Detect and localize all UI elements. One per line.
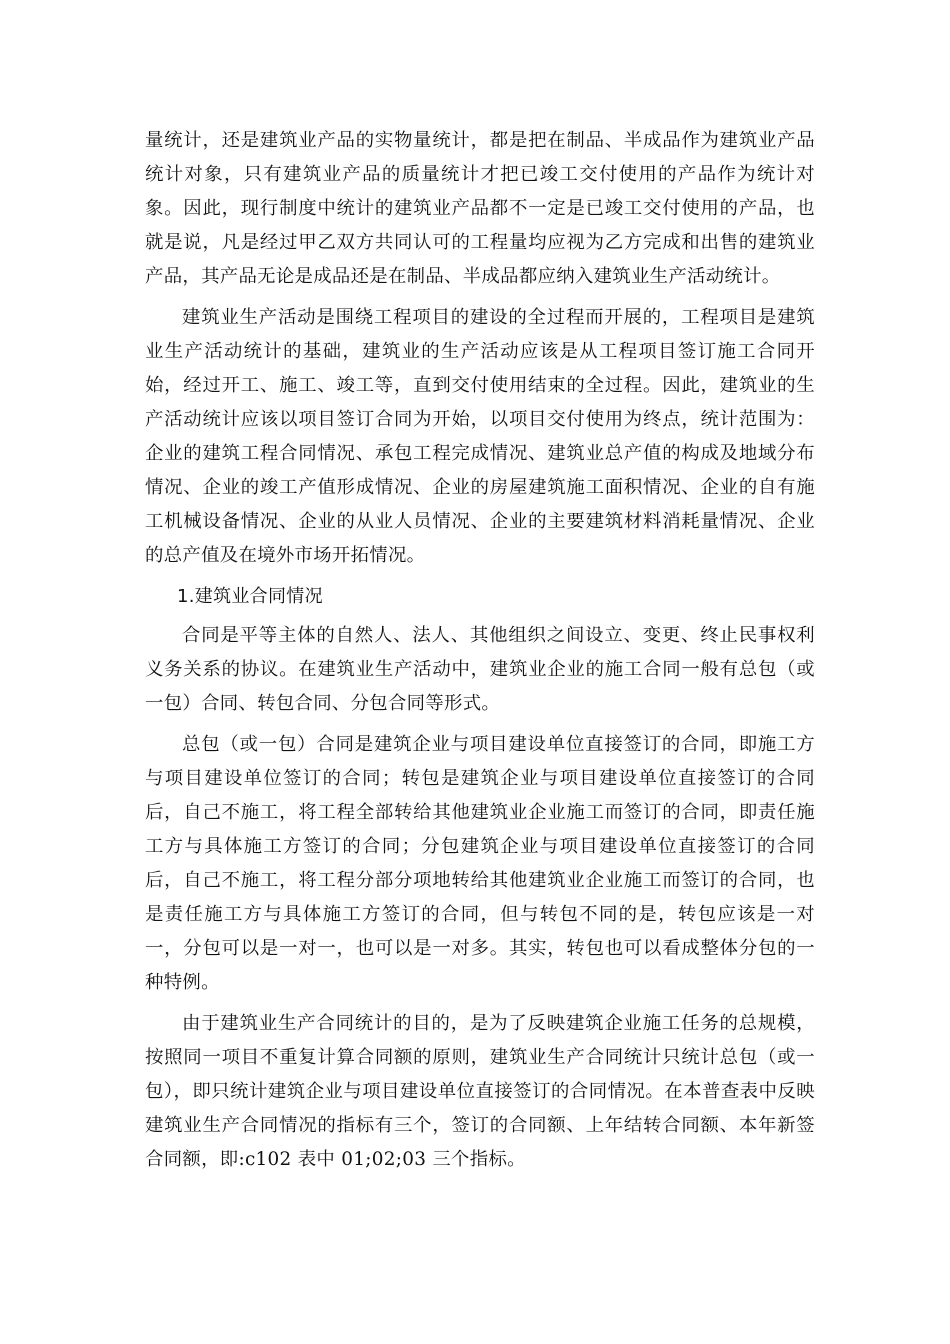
paragraph-production-activity: 建筑业生产活动是围绕工程项目的建设的全过程而开展的，工程项目是建筑业生产活动统计的基础，建筑业的生产活动应该是从工程项目签订施工合同开始，经过开工、施工、竣工等，直到交付使用结束的全过程。因此，建筑业的生产活动统计应该以项目签订合同为开始，以项目交付使用为终点，统计范围为：企业的建筑工程合同情况、承包工程完成情况、建筑业总产值的构成及地域分布情况、企业的竣工产值形成情况、企业的房屋建筑施工面积情况、企业的自有施工机械设备情况、企业的从业人员情况、企业的主要建筑材料消耗量情况、企业的总产值及在境外市场开拓情况。 [145, 307, 815, 566]
paragraph-contract-definition: 合同是平等主体的自然人、法人、其他组织之间设立、变更、终止民事权利义务关系的协议。在建筑业生产活动中，建筑业企业的施工合同一般有总包（或一包）合同、转包合同、分包合同等形式。 [145, 625, 815, 714]
paragraph-continuation: 量统计，还是建筑业产品的实物量统计，都是把在制品、半成品作为建筑业产品统计对象，只有建筑业产品的质量统计才把已竣工交付使用的产品作为统计对象。因此，现行制度中统计的建筑业产品都不一定是已竣工交付使用的产品，也就是说，凡是经过甲乙双方共同认可的工程量均应视为乙方完成和出售的建筑业产品，其产品无论是成品还是在制品、半成品都应纳入建筑业生产活动统计。 [145, 130, 815, 287]
document-body [145, 124, 815, 1184]
paragraph-contract-types: 总包（或一包）合同是建筑企业与项目建设单位直接签订的合同，即施工方与项目建设单位签订的合同；转包是建筑企业与项目建设单位直接签订的合同后，自己不施工，将工程全部转给其他建筑业企业施工而签订的合同，即责任施工方与具体施工方签订的合同；分包建筑企业与项目建设单位直接签订的合同后，自己不施工，将工程分部分项地转给其他建筑业企业施工而签订的合同，也是责任施工方与具体施工方签订的合同，但与转包不同的是，转包应该是一对一，分包可以是一对一，也可以是一对多。其实，转包也可以看成整体分包的一种特例。 [145, 734, 815, 993]
section-heading: 1.建筑业合同情况 [177, 586, 323, 607]
paragraph-contract-statistics: 由于建筑业生产合同统计的目的，是为了反映建筑企业施工任务的总规模，按照同一项目不重复计算合同额的原则，建筑业生产合同统计只统计总包（或一包），即只统计建筑企业与项目建设单位直接签订的合同情况。在本普查表中反映建筑业生产合同情况的指标有三个，签订的合同额、上年结转合同额、本年新签合同额，即:c102 表中 01;02;03 三个指标。 [145, 1013, 815, 1170]
